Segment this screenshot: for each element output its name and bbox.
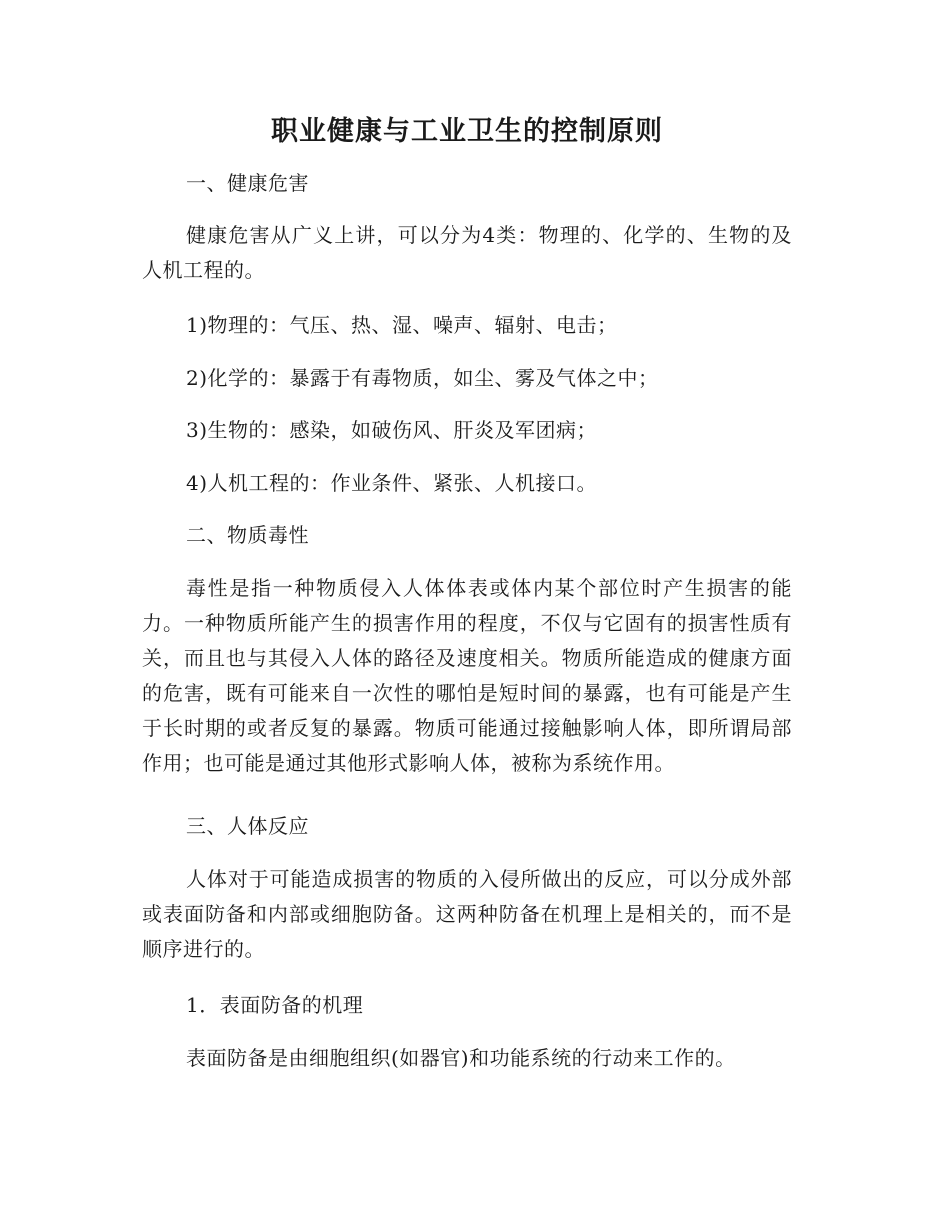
section-heading-toxicity: 二、物质毒性 — [186, 523, 309, 547]
paragraph-body-response: 人体对于可能造成损害的物质的入侵所做出的反应，可以分成外部或表面防备和内部或细胞防备。这两种防备在机理上是相关的，而不是顺序进行的。 — [142, 867, 792, 961]
subsection-heading-surface-defense: 1．表面防备的机理 — [186, 993, 364, 1017]
list-item-biological: 3)生物的：感染，如破伤风、肝炎及军团病； — [186, 418, 598, 442]
section-heading-health-hazards: 一、健康危害 — [186, 171, 309, 195]
document-title: 职业健康与工业卫生的控制原则 — [271, 116, 663, 147]
section-heading-body-response: 三、人体反应 — [186, 814, 309, 838]
paragraph-toxicity: 毒性是指一种物质侵入人体体表或体内某个部位时产生损害的能力。一种物质所能产生的损害作用的程度，不仅与它固有的损害性质有关，而且也与其侵入人体的路径及速度相关。物质所能造成的健康方面的危害，既有可能来自一次性的哪怕是短时间的暴露，也有可能是产生于长时期的或者反复的暴露。物质可能通过接触影响人体，即所谓局部作用；也可能是通过其他形式影响人体，被称为系统作用。 — [142, 576, 792, 775]
list-item-chemical: 2)化学的：暴露于有毒物质，如尘、雾及气体之中； — [186, 366, 659, 390]
paragraph-hazard-categories: 健康危害从广义上讲，可以分为4类：物理的、化学的、生物的及人机工程的。 — [142, 223, 792, 282]
paragraph-surface-defense: 表面防备是由细胞组织(如器官)和功能系统的行动来工作的。 — [186, 1046, 736, 1070]
list-item-ergonomic: 4)人机工程的：作业条件、紧张、人机接口。 — [186, 471, 598, 495]
list-item-physical: 1)物理的：气压、热、湿、噪声、辐射、电击； — [186, 313, 618, 337]
